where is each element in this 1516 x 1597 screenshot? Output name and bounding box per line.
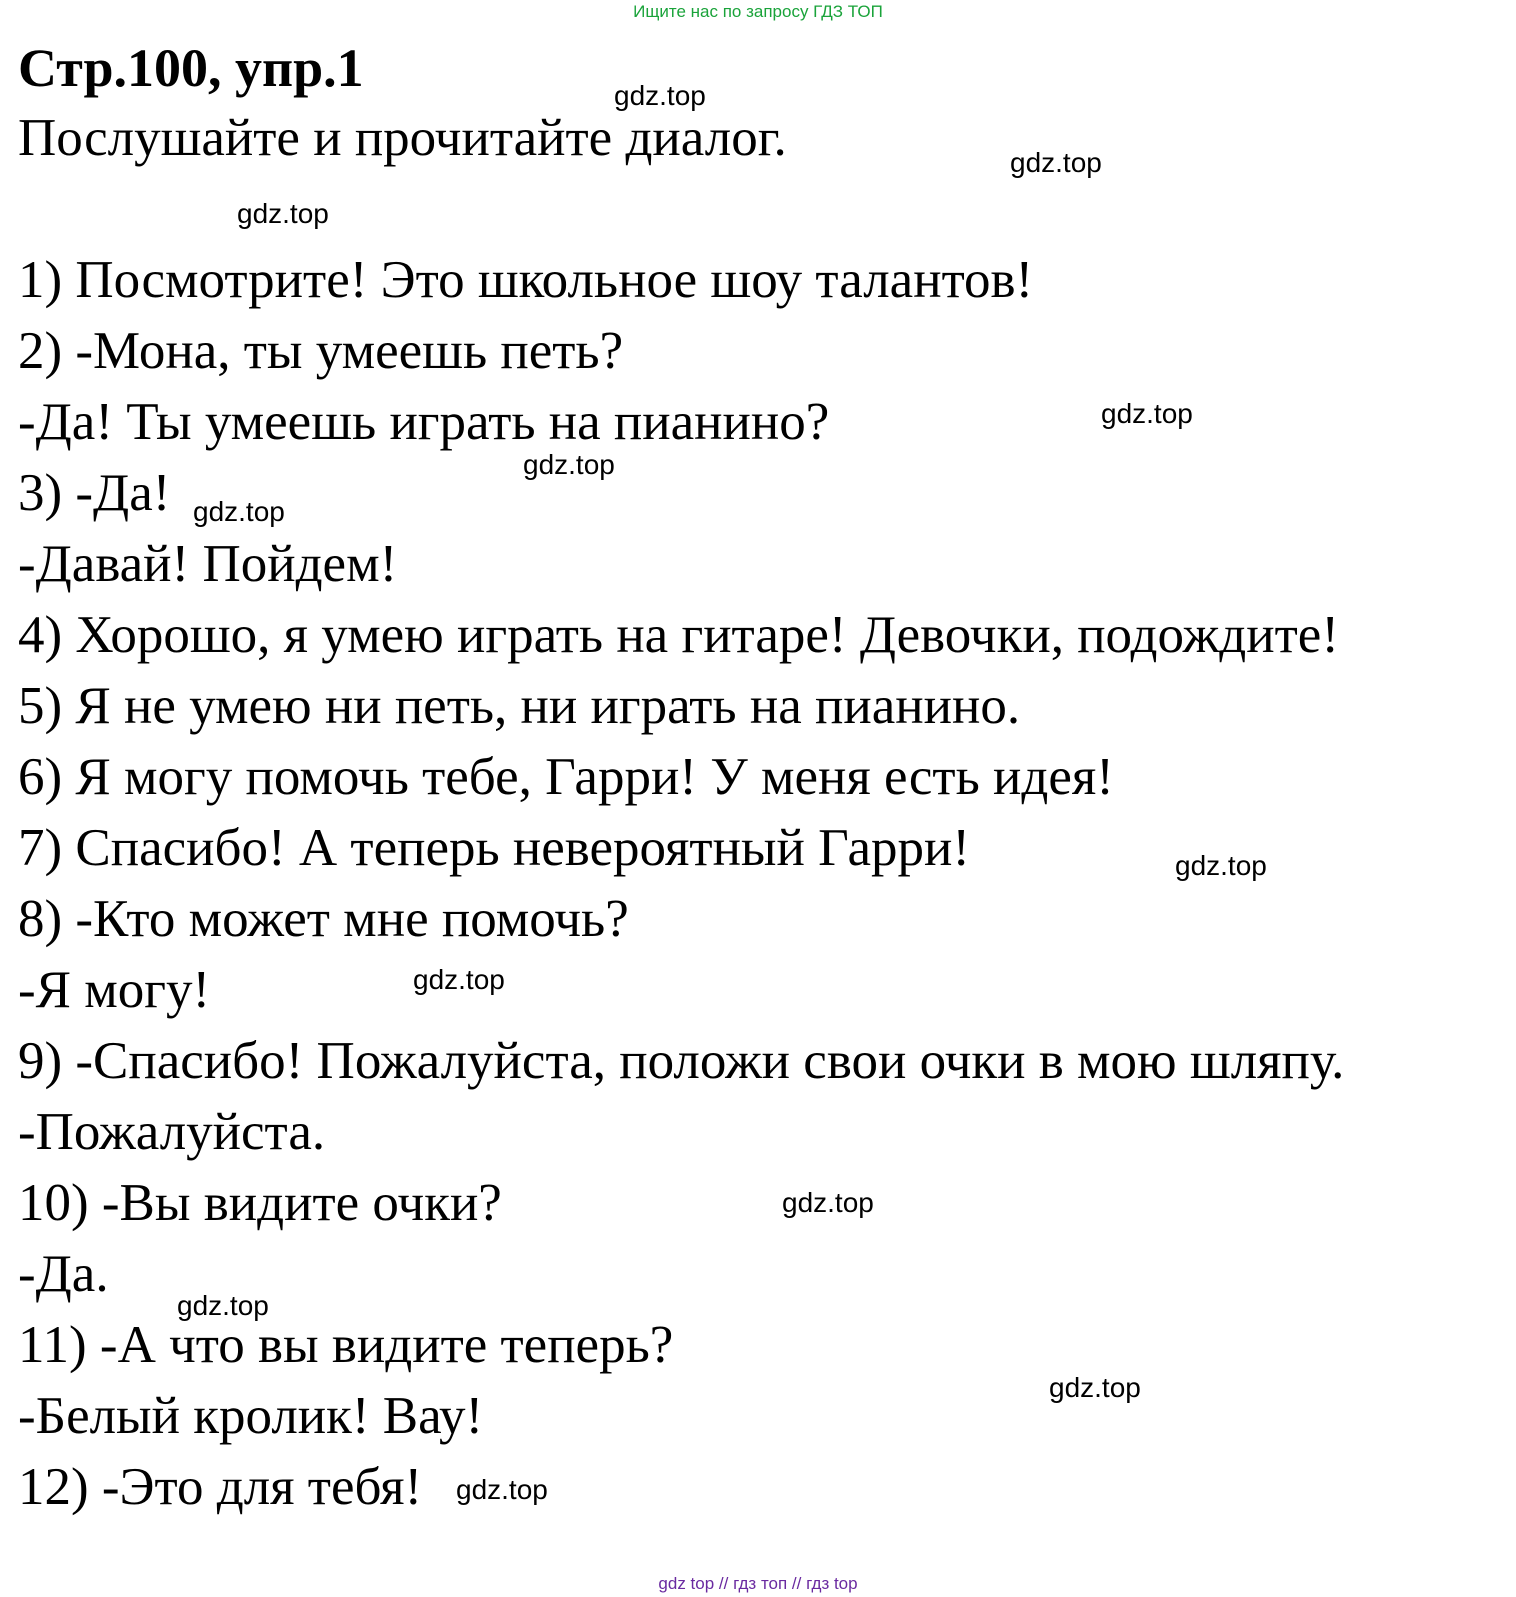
top-banner: Ищите нас по запросу ГДЗ ТОП	[633, 2, 883, 21]
watermark: gdz.top	[456, 1474, 548, 1505]
watermark: gdz.top	[193, 496, 285, 527]
watermark: gdz.top	[1101, 398, 1193, 429]
watermark: gdz.top	[413, 964, 505, 995]
watermark: gdz.top	[1049, 1372, 1141, 1403]
dialogue-line-9: 7) Спасибо! А теперь невероятный Гарри!	[18, 819, 971, 877]
dialogue-line-11: -Я могу!	[18, 961, 211, 1019]
dialogue-line-10: 8) -Кто может мне помочь?	[18, 890, 629, 948]
dialogue-line-6: 4) Хорошо, я умею играть на гитаре! Девочки, подождите!	[18, 606, 1339, 664]
instruction: Послушайте и прочитайте диалог.	[18, 109, 787, 167]
watermark: gdz.top	[614, 80, 706, 111]
dialogue-line-8: 6) Я могу помочь тебе, Гарри! У меня есть идея!	[18, 748, 1114, 806]
dialogue-line-7: 5) Я не умею ни петь, ни играть на пианино.	[18, 677, 1021, 735]
dialogue-line-3: -Да! Ты умеешь играть на пианино?	[18, 393, 830, 451]
dialogue-line-12: 9) -Спасибо! Пожалуйста, положи свои очки в мою шляпу.	[18, 1032, 1345, 1090]
dialogue-line-5: -Давай! Пойдем!	[18, 535, 398, 593]
dialogue-line-14: 10) -Вы видите очки?	[18, 1174, 502, 1232]
page-title: Стр.100, упр.1	[18, 38, 364, 98]
watermark: gdz.top	[782, 1187, 874, 1218]
dialogue-line-13: -Пожалуйста.	[18, 1103, 326, 1161]
watermark: gdz.top	[523, 449, 615, 480]
dialogue-line-2: 2) -Мона, ты умеешь петь?	[18, 322, 624, 380]
footer: gdz top // гдз топ // гдз top	[658, 1574, 858, 1593]
dialogue-line-15: -Да.	[18, 1245, 109, 1303]
dialogue-line-17: -Белый кролик! Вау!	[18, 1387, 484, 1445]
dialogue-line-1: 1) Посмотрите! Это школьное шоу талантов!	[18, 251, 1034, 309]
dialogue-line-18: 12) -Это для тебя!	[18, 1458, 423, 1516]
dialogue-line-16: 11) -А что вы видите теперь?	[18, 1316, 674, 1374]
watermark: gdz.top	[177, 1290, 269, 1321]
watermark: gdz.top	[1010, 147, 1102, 178]
watermark: gdz.top	[1175, 850, 1267, 881]
dialogue-line-4: 3) -Да!	[18, 464, 171, 522]
watermark: gdz.top	[237, 198, 329, 229]
